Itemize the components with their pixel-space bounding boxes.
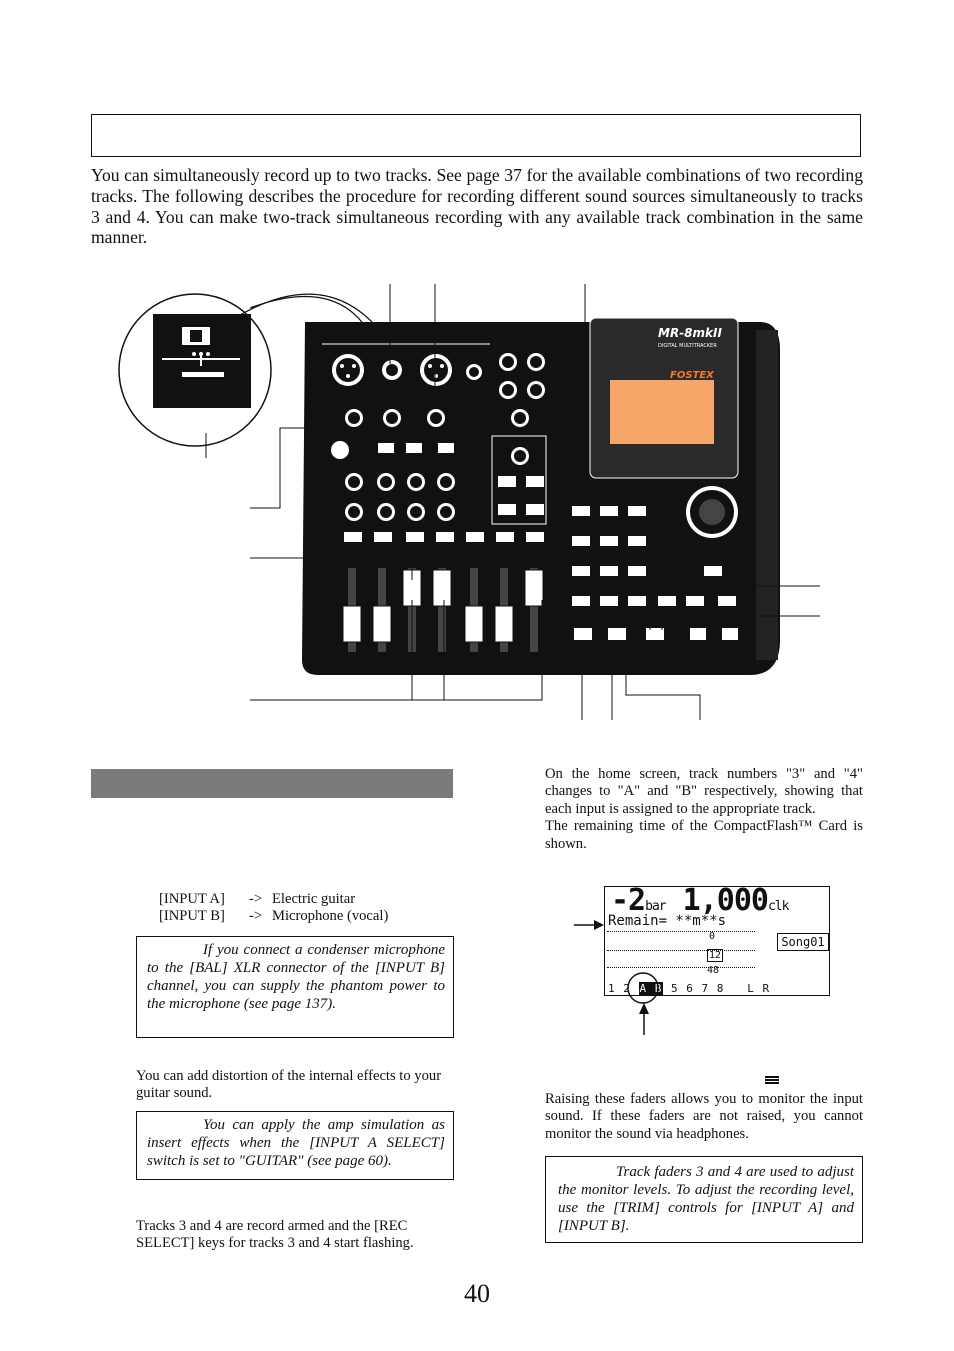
lcd-clock: 1,000	[682, 886, 768, 918]
table-row	[159, 908, 388, 925]
mr8-device-diagram	[90, 280, 870, 725]
lcd-remain: Remain= **m**s	[608, 913, 727, 929]
arrow: ->	[249, 891, 263, 907]
lcd-lr: L R	[747, 982, 771, 995]
section-heading-bar	[91, 769, 453, 798]
note-phantom-power: If you connect a condenser microphone to the [BAL] XLR connector of the [INPUT B] channel, you can supply the phantom power to the microphone (see page 137).	[136, 936, 454, 1038]
input-name: [INPUT A]	[159, 891, 225, 907]
intro-paragraph: You can simultaneously record up to two tracks. See page 37 for the available combinations of two recording tracks. The following describes the procedure for recording different sound sources simultaneously to tracks 3 and 4. You can make two-track simultaneous recording with any available track combination in the same manner.	[91, 165, 863, 248]
model-subtitle: DIGITAL MULTITRACKER	[658, 343, 717, 349]
rec-select-text: Tracks 3 and 4 are record armed and the [REC SELECT] keys for tracks 3 and 4 start flashing.	[136, 1218, 414, 1252]
home-screen-text	[545, 766, 863, 853]
fader-track-4	[433, 570, 451, 606]
input-source-table	[159, 891, 388, 926]
table-row	[159, 891, 388, 908]
model-name: MR-8mkII	[658, 326, 722, 340]
source-name: Microphone (vocal)	[272, 908, 389, 925]
lcd-tracks-post: 5 6 7 8	[671, 982, 725, 995]
lcd-meter-12: 12	[709, 950, 722, 961]
remain-desc: The remaining time of the CompactFlash™ Card is shown.	[545, 818, 863, 852]
distortion-text: You can add distortion of the internal effects to your guitar sound.	[136, 1068, 442, 1102]
home-screen-desc: On the home screen, track numbers "3" and "4" changes to "A" and "B" respectively, showing that each input is assigned to the appropriate track.	[545, 766, 863, 817]
lcd-meter-48: 48	[707, 965, 720, 976]
arrow: ->	[249, 908, 263, 925]
lcd-tracks-assigned: A B	[639, 982, 663, 995]
page-number: 40	[464, 1279, 490, 1308]
zoom-callout	[240, 294, 372, 322]
lcd-callouts	[570, 910, 680, 1040]
menu-lines-icon	[765, 1076, 779, 1086]
stop-key	[608, 628, 626, 640]
fader-text: Raising these faders allows you to monitor the input sound. If these faders are not raised, you cannot monitor the sound via headphones.	[545, 1091, 863, 1142]
lcd-song-name: Song01	[777, 933, 829, 951]
input-name: [INPUT B]	[159, 908, 225, 925]
rewind-key	[690, 628, 706, 640]
lcd-bar-unit: bar	[645, 899, 666, 914]
source-name: Electric guitar	[272, 891, 356, 907]
lcd-meter-0: 0	[709, 931, 716, 942]
play-key	[646, 628, 664, 640]
assigned-tracks-circle	[628, 973, 658, 1003]
ffwd-key	[722, 628, 738, 640]
lcd-clk-unit: clk	[767, 899, 789, 914]
lcd-tracks-pre: 1 2	[608, 982, 631, 995]
note-amp-simulation: You can apply the amp simulation as insert effects when the [INPUT A SELECT] switch is set to "GUITAR" (see page 60).	[136, 1111, 454, 1180]
title-box	[91, 114, 861, 157]
record-key	[574, 628, 592, 640]
fader-master	[525, 570, 543, 606]
lcd-position: -2	[611, 886, 646, 918]
lcd-screen	[610, 380, 714, 444]
brand-logo: FOSTEX	[670, 370, 714, 381]
note-monitor-levels: Track faders 3 and 4 are used to adjust the monitor levels. To adjust the recording level, use the [TRIM] controls for [INPUT A] and [INPUT B].	[545, 1156, 863, 1243]
